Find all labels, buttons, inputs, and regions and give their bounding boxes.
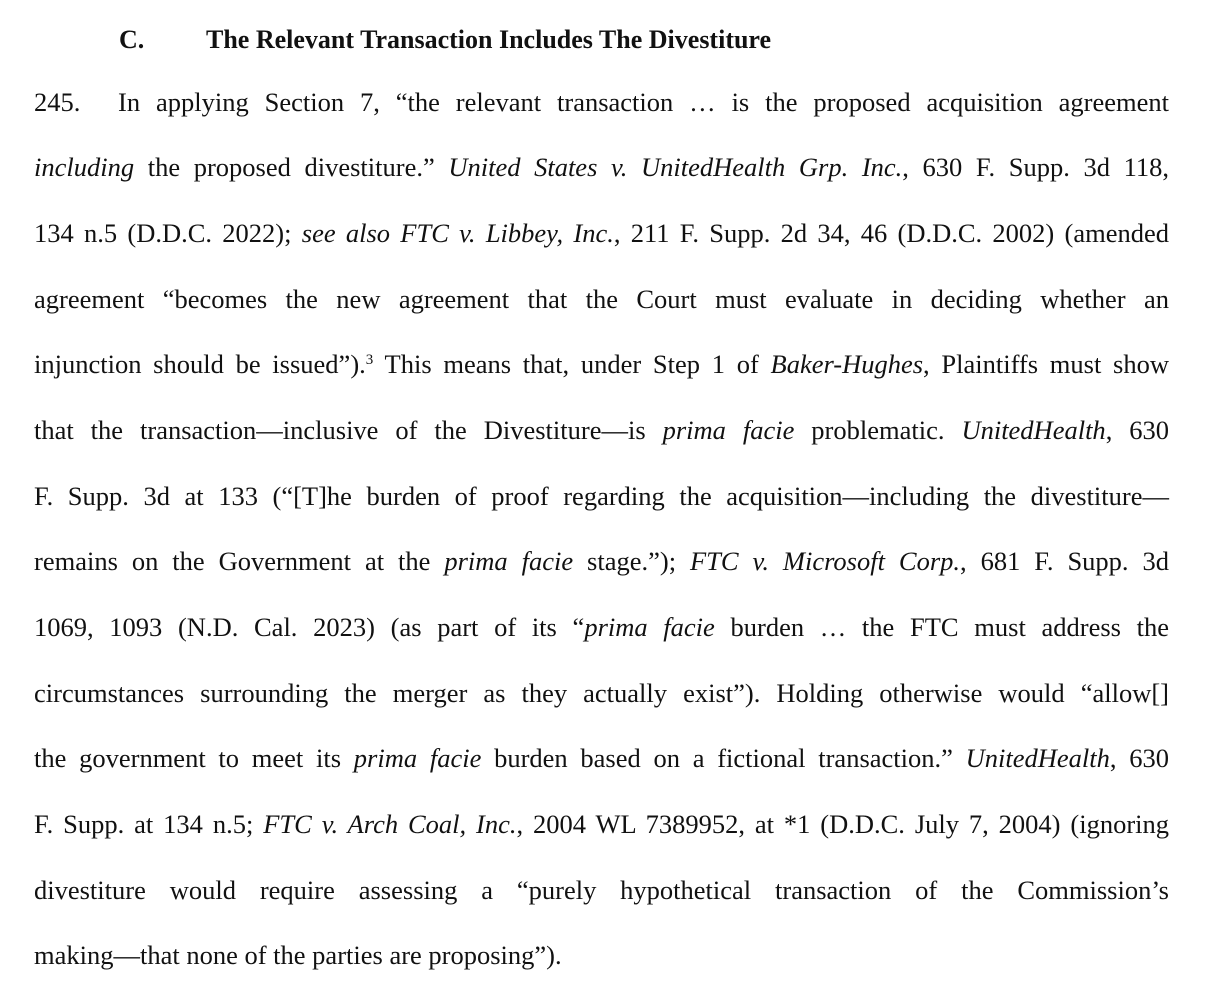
text-run: , 211 F. Supp. 2d 34, 46 (D.D.C. 2002) (amended [613,218,1169,248]
text-run: remains on the Government at the [34,546,445,576]
section-heading [119,22,771,58]
text-run-italic: prima facie [662,415,795,445]
text-run: , 630 [1105,415,1170,445]
text-run: , 630 [1109,743,1170,773]
text-run: F. Supp. 3d at 133 (“[T]he burden of proof regarding the acquisition—including the divestiture— [34,481,1169,511]
section-title: The Relevant Transaction Includes The Divestiture [206,25,772,54]
text-run: making—that none of the parties are proposing”). [34,940,562,970]
text-run: agreement “becomes the new agreement that the Court must evaluate in deciding whether an [34,284,1169,314]
text-run: , 2004 WL 7389952, at *1 (D.D.C. July 7, 2004) (ignoring [516,809,1170,839]
paragraph-line [34,872,1169,908]
text-run: 134 n.5 (D.D.C. 2022); [34,218,302,248]
case-citation: United States v. UnitedHealth Grp. Inc. [448,152,903,182]
text-run: In applying Section 7, “the relevant transaction … is the proposed acquisition agreement [118,87,1169,117]
text-run: divestiture would require assessing a “purely hypothetical transaction of the Commission’s [34,875,1169,905]
paragraph-line [34,281,1169,317]
section-letter: C. [119,25,145,54]
text-run: the proposed divestiture.” [134,152,449,182]
paragraph-line [34,675,1169,711]
paragraph-line [34,346,1169,382]
text-run: , 630 F. Supp. 3d 118, [902,152,1169,182]
text-run: F. Supp. at 134 n.5; [34,809,264,839]
paragraph-line [34,149,1169,185]
case-citation: UnitedHealth [965,743,1110,773]
text-run: burden … the FTC must address the [714,612,1170,642]
text-run: circumstances surrounding the merger as they actually exist”). Holding otherwise would “allow[] [34,678,1169,708]
case-citation: FTC v. Arch Coal, Inc. [263,809,517,839]
paragraph-line [34,478,1169,514]
text-run: burden based on a fictional transaction.” [481,743,966,773]
text-run: the government to meet its [34,743,354,773]
text-run: that the transaction—inclusive of the Divestiture—is [34,415,663,445]
paragraph-number: 245. [34,87,81,117]
paragraph-line [34,543,1169,579]
text-run-italic: prima facie [353,743,482,773]
paragraph-line [34,937,1169,973]
case-citation: UnitedHealth [961,415,1106,445]
text-run-italic: including [34,152,135,182]
text-run-italic: prima facie [444,546,574,576]
text-run: problematic. [794,415,962,445]
case-citation: see also FTC v. Libbey, Inc. [301,218,614,248]
paragraph-line [34,412,1169,448]
paragraph-line [34,609,1169,645]
case-citation: Baker-Hughes [770,349,924,379]
text-run: This means that, under Step 1 of [373,349,771,379]
text-run-italic: prima facie [584,612,715,642]
paragraph-line [34,740,1169,776]
paragraph-line [34,84,1169,120]
text-run: , 681 F. Supp. 3d [960,546,1169,576]
text-run: 1069, 1093 (N.D. Cal. 2023) (as part of its “ [34,612,585,642]
case-citation: FTC v. Microsoft Corp. [690,546,961,576]
text-run: injunction should be issued”). [34,349,366,379]
paragraph-line [34,215,1169,251]
footnote-reference: 3 [365,352,374,368]
text-run: stage.”); [573,546,690,576]
text-run: , Plaintiffs must show [923,349,1169,379]
paragraph-line [34,806,1169,842]
